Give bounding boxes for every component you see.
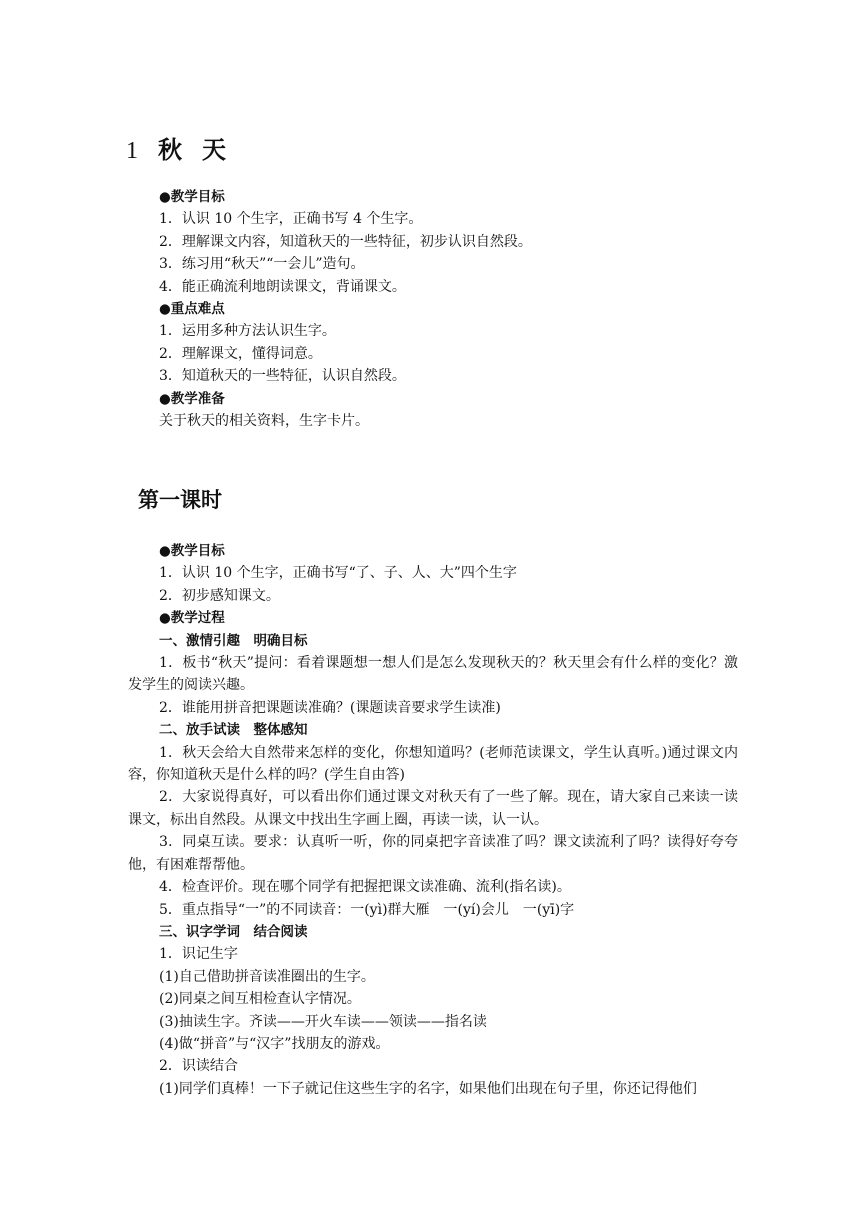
section-heading-goals: ●教学目标 — [159, 543, 225, 559]
paragraph: 2．大家说得真好，可以看出你们通过课文对秋天有了一些了解。现在，请大家自己来读一读课文，标出自然段。从课文中找出生字画上圈，再读一读，认一认。 — [128, 789, 738, 828]
paragraph: (1)自己借助拼音读准圈出的生字。 — [159, 968, 375, 985]
lesson-number: 1 — [126, 138, 138, 164]
paragraph: (2)同桌之间互相检查认字情况。 — [159, 991, 361, 1008]
paragraph: 2．识读结合 — [159, 1058, 238, 1075]
period-title: 第一课时 — [138, 488, 222, 512]
step-heading: 一、激情引趣 明确目标 — [159, 632, 308, 649]
paragraph: 1．板书“秋天”提问：看着课题想一想人们是怎么发现秋天的？秋天里会有什么样的变化？激发学生的阅读兴趣。 — [128, 655, 738, 694]
paragraph: (3)抽读生字。齐读——开火车读——领读——指名读 — [159, 1013, 487, 1030]
section-heading-process: ●教学过程 — [159, 610, 225, 627]
lesson-title — [126, 130, 246, 165]
paragraph: 4．检查评价。现在哪个同学有把握把课文读准确、流利(指名读)。 — [159, 879, 571, 896]
paragraph: (1)同学们真棒！一下子就记住这些生字的名字，如果他们出现在句子里，你还记得他们 — [159, 1080, 697, 1097]
key-item: 3．知道秋天的一些特征，认识自然段。 — [159, 368, 406, 385]
paragraph: 1．识记生字 — [159, 946, 238, 963]
period-section — [128, 540, 738, 1100]
intro-section — [128, 186, 738, 432]
paragraph: 3．同桌互读。要求：认真听一听，你的同桌把字音读准了吗？课文读流利了吗？读得好夸夸他，有困难帮帮他。 — [128, 834, 738, 873]
step-heading: 三、识字学词 结合阅读 — [159, 923, 308, 940]
step-heading: 二、放手试读 整体感知 — [159, 722, 308, 739]
paragraph: 1．秋天会给大自然带来怎样的变化，你想知道吗？(老师范读课文，学生认真听。)通过课文内容，你知道秋天是什么样的吗？(学生自由答) — [128, 744, 738, 784]
section-heading-key-points: ●重点难点 — [159, 301, 225, 318]
goal-item: 2．理解课文内容，知道秋天的一些特征，初步认识自然段。 — [159, 233, 532, 250]
goal-item: 4．能正确流利地朗读课文，背诵课文。 — [159, 278, 406, 295]
section-heading-goals: ●教学目标 — [159, 189, 225, 205]
goal-item: 3．练习用“秋天”“一会儿”造句。 — [159, 256, 365, 273]
paragraph: 2．谁能用拼音把课题读准确？(课题读音要求学生读准) — [159, 699, 501, 716]
goal-item: 1．认识 10 个生字，正确书写“了、子、人、大”四个生字 — [159, 565, 517, 582]
key-item: 2．理解课文，懂得词意。 — [159, 345, 322, 362]
paragraph: (4)做“拼音”与“汉字”找朋友的游戏。 — [159, 1035, 390, 1052]
goal-item: 1．认识 10 个生字，正确书写 4 个生字。 — [159, 211, 423, 228]
section-heading-preparation: ●教学准备 — [159, 390, 225, 407]
lesson-name: 秋天 — [158, 136, 246, 164]
paragraph: 5．重点指导“一”的不同读音：一(yì)群大雁 一(yí)会儿 一(yī)字 — [159, 901, 575, 918]
preparation-text: 关于秋天的相关资料，生字卡片。 — [159, 413, 369, 430]
goal-item: 2．初步感知课文。 — [159, 587, 280, 604]
key-item: 1．运用多种方法认识生字。 — [159, 323, 336, 340]
